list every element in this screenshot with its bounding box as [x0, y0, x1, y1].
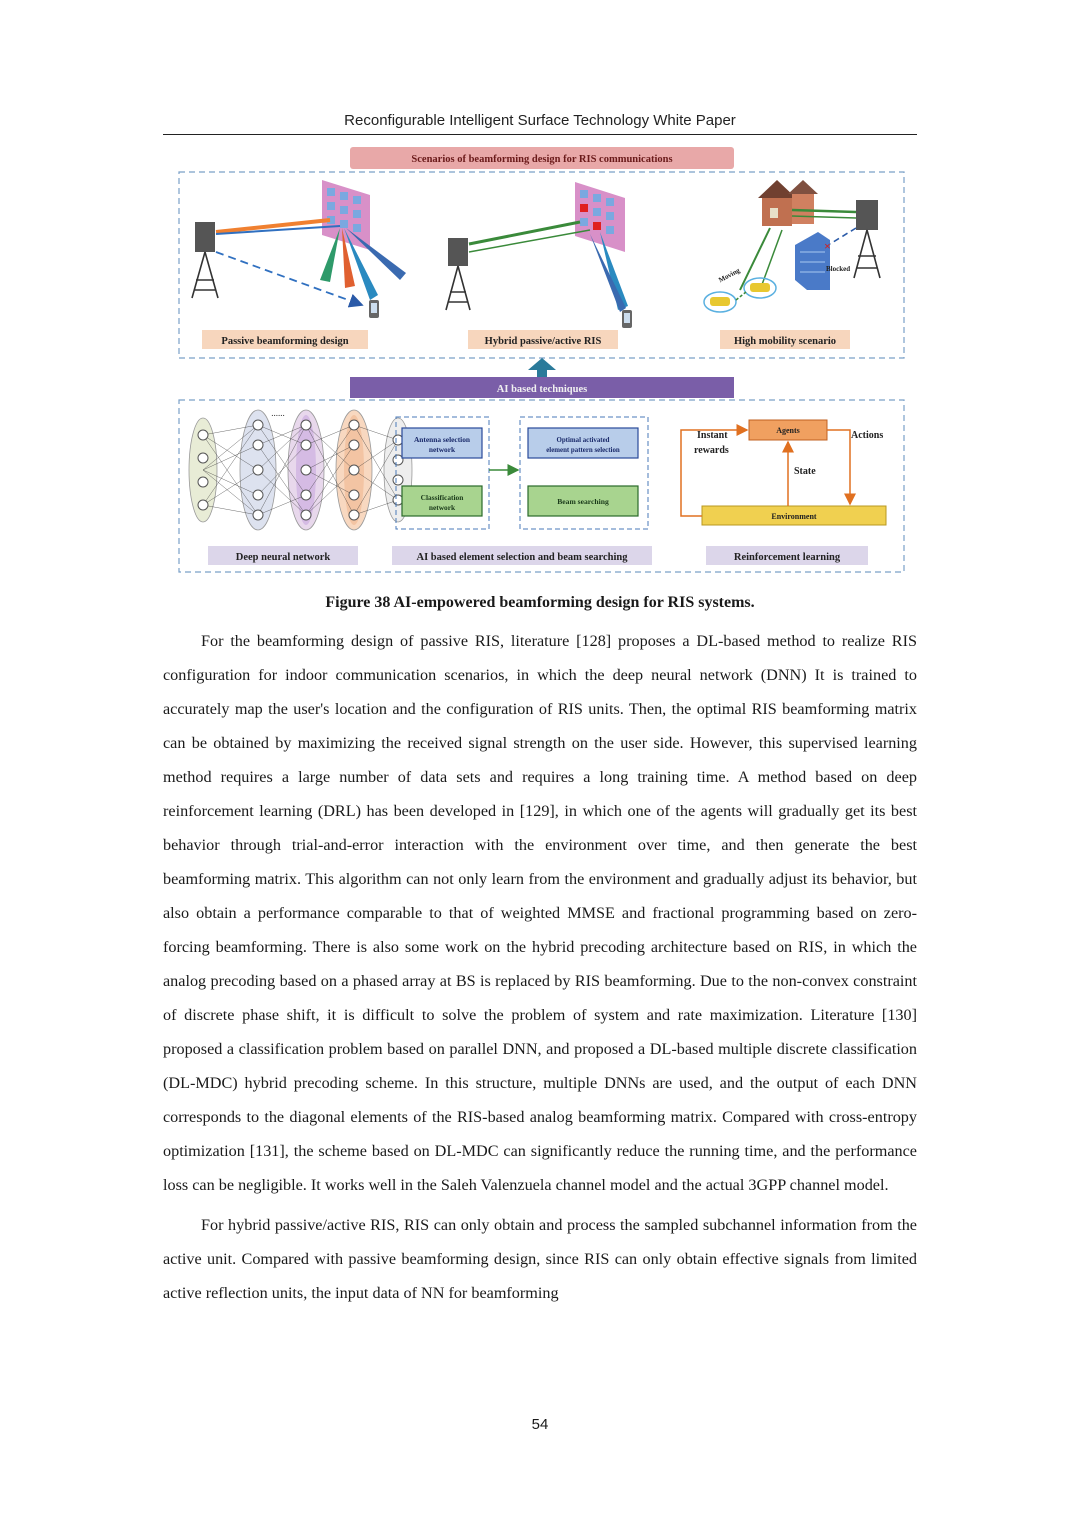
up-arrow-icon	[528, 358, 556, 380]
rl-label: Reinforcement learning	[733, 552, 841, 563]
agents-text: Agents	[776, 426, 800, 435]
classification-text: Classification network	[420, 493, 464, 512]
rl-flow-arrows	[681, 430, 850, 516]
scenario-label-mobility: High mobility scenario	[733, 336, 837, 347]
scenario-label-hybrid: Hybrid passive/active RIS	[484, 336, 602, 347]
optimal-pattern-text: Optimal activated element pattern selection	[546, 437, 620, 454]
environment-text: Environment	[771, 512, 817, 521]
beam-searching-text: Beam searching	[557, 497, 609, 506]
antenna-selection-text: Antenna selection network	[413, 435, 471, 454]
paragraph: For hybrid passive/active RIS, RIS can only obtain and process the sampled subchannel information from the active unit. Compared with passive beamforming design, since RIS can only obtain effective signals from limited active reflection units, the input data of NN for beamforming	[163, 1216, 917, 1302]
selection-label: AI based element selection and beam searching	[416, 552, 628, 563]
base-station-icon	[192, 222, 218, 298]
blocked-x-icon: ×	[824, 239, 831, 253]
rewards-text: rewards	[694, 445, 729, 456]
scenario-passive-illustration	[192, 180, 406, 318]
figure-caption: Figure 38 AI-empowered beamforming design for RIS systems.	[325, 594, 755, 611]
dnn-ellipsis: ......	[271, 408, 285, 418]
house-icon	[758, 180, 818, 226]
ai-banner-text: AI based techniques	[496, 384, 588, 395]
ris-panel-icon	[322, 180, 370, 250]
base-station-icon	[446, 238, 470, 310]
scenario-label-passive: Passive beamforming design	[221, 336, 349, 347]
instant-text: Instant	[697, 430, 728, 441]
dnn-illustration	[189, 410, 412, 530]
phone-icon	[622, 310, 632, 328]
phone-icon	[369, 300, 379, 318]
figure-ai-beamforming	[170, 140, 910, 580]
ris-panel-icon	[575, 182, 625, 252]
base-station-icon	[854, 200, 880, 278]
car-icon	[704, 278, 776, 312]
moving-tag: Moving	[717, 266, 742, 285]
state-text: State	[794, 466, 816, 477]
running-header: Reconfigurable Intelligent Surface Technology White Paper	[344, 112, 736, 129]
scenarios-banner-text: Scenarios of beamforming design for RIS communications	[411, 154, 673, 165]
body-text	[163, 624, 917, 1310]
actions-text: Actions	[851, 430, 884, 441]
dnn-label: Deep neural network	[235, 552, 331, 563]
scenario-hybrid-illustration	[446, 182, 632, 328]
page-number: 54	[531, 1416, 549, 1433]
header-rule	[163, 134, 917, 135]
paragraph: For the beamforming design of passive RIS, literature [128] proposes a DL-based method to realize RIS configuration for indoor communication scenarios, in which the deep neural network (DNN) It is trained to accurately map the user's location and the configuration of RIS units. Then, the optimal RIS beamforming matrix can be obtained by maximizing the received signal strength on the user side. However, this supervised learning method requires a large number of data sets and requires a long training time. A method based on deep reinforcement learning (DRL) has been developed in [129], in which one of the agents will gradually get its best behavior through trial-and-error interaction with the environment over time, and then generate the best beamforming matrix. This algorithm can not only learn from the environment and gradually adjust its behavior, but also obtain a performance comparable to that of weighted MMSE and fractional programming based on zero-forcing beamforming. There is also some work on the hybrid precoding architecture based on RIS, in which the analog precoding based on a phased array at BS is replaced by RIS beamforming. Due to the non-convex constraint of discrete phase shift, it is difficult to solve the problem of system and rate maximization. Literature [130] proposed a classification problem based on parallel DNN, and proposed a DL-based multiple discrete classification (DL-MDC) hybrid precoding scheme. In this structure, multiple DNNs are used, and the output of each DNN corresponds to the diagonal elements of the RIS-based analog beamforming matrix. Compared with cross-entropy optimization [131], the scheme based on DL-MDC can significantly reduce the running time, and the performance loss can be negligible. It works well in the Saleh Valenzuela channel model and the actual 3GPP channel model.	[163, 632, 917, 1194]
scenario-mobility-illustration	[704, 180, 880, 312]
blocked-tag: Blocked	[826, 265, 851, 273]
